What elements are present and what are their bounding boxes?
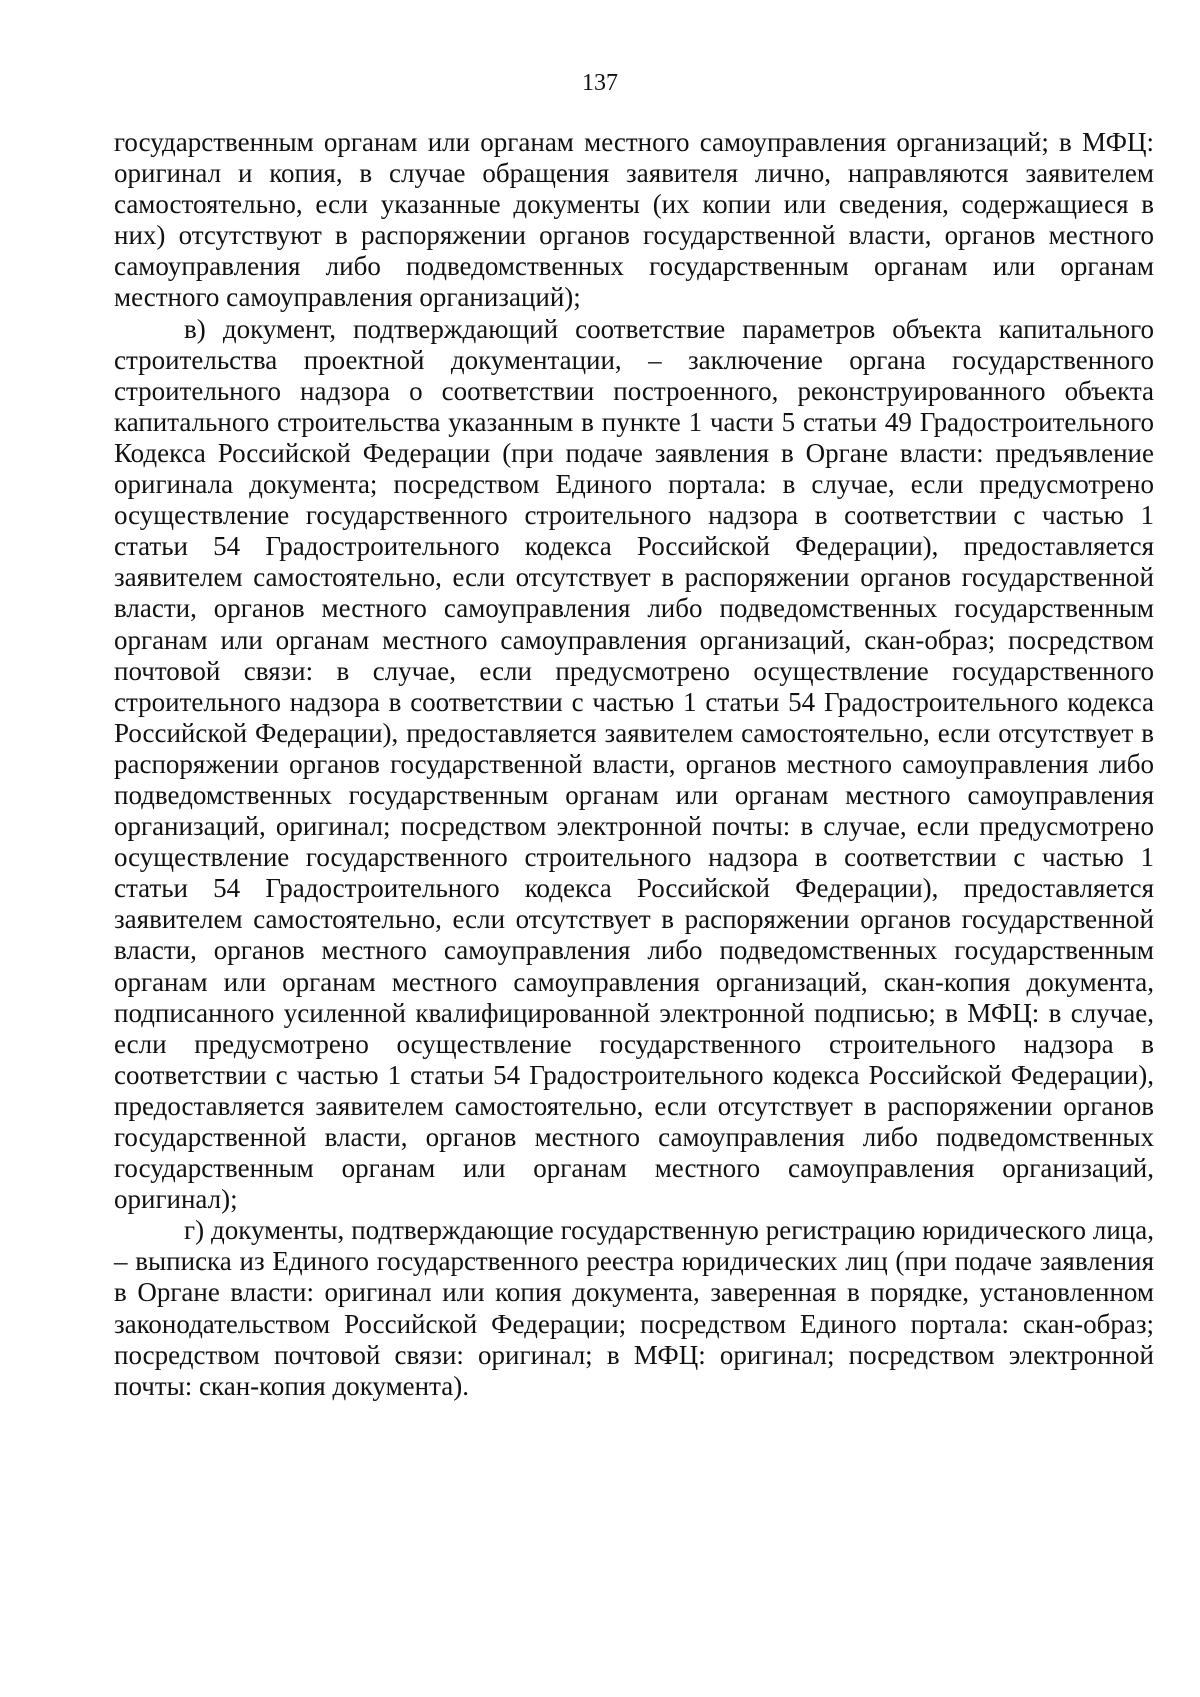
paragraph-item-v: в) документ, подтверждающий соответствие параметров объекта капитального строительства проектной документации, – заключение органа государственного строительного надзора о соответствии построенного, реконструированного объекта капитального строительства указанным в пункте 1 части 5 статьи 49 Градостроительного Кодекса Российской Федерации (при подаче заявления в Органе власти: предъявление оригинала документа; посредством Единого портала: в случае, если предусмотрено осуществление государственного строительного надзора в соответствии с частью 1 статьи 54 Градостроительного кодекса Российской Федерации), предоставляется заявителем самостоятельно, если отсутствует в распоряжении органов государственной власти, органов местного самоуправления либо подведомственных государственным органам или органам местного самоуправления организаций, скан-образ; посредством почтовой связи: в случае, если предусмотрено осуществление государственного строительного надзора в соответствии с частью 1 статьи 54 Градостроительного кодекса Российской Федерации), предоставляется заявителем самостоятельно, если отсутствует в распоряжении органов государственной власти, органов местного самоуправления либо подведомственных государственным органам или органам местного самоуправления организаций, оригинал; посредством электронной почты: в случае, если предусмотрено осуществление государственного строительного надзора в соответствии с частью 1 статьи 54 Градостроительного кодекса Российской Федерации), предоставляется заявителем самостоятельно, если отсутствует в распоряжении органов государственной власти, органов местного самоуправления либо подведомственных государственным органам или органам местного самоуправления организаций, скан-копия документа, подписанного усиленной квалифицированной электронной подписью; в МФЦ: в случае, если предусмотрено осуществление государственного строительного надзора в соответствии с частью 1 статьи 54 Градостроительного кодекса Российской Федерации), предоставляется заявителем самостоятельно, если отсутствует в распоряжении органов государственной власти, органов местного самоуправления либо подведомственных государственным органам или органам местного самоуправления организаций, оригинал); bbox=[114, 313, 1154, 1215]
document-body bbox=[114, 127, 1154, 1402]
paragraph-continuation: государственным органам или органам местного самоуправления организаций; в МФЦ: оригинал и копия, в случае обращения заявителя лично, направляются заявителем самостоятельно, если указанные документы (их копии или сведения, содержащиеся в них) отсутствуют в распоряжении органов государственной власти, органов местного самоуправления либо подведомственных государственным органам или органам местного самоуправления организаций); bbox=[114, 127, 1154, 313]
paragraph-item-g: г) документы, подтверждающие государственную регистрацию юридического лица, – выписка из Единого государственного реестра юридических лиц (при подаче заявления в Органе власти: оригинал или копия документа, заверенная в порядке, установленном законодательством Российской Федерации; посредством Единого портала: скан-образ; посредством почтовой связи: оригинал; в МФЦ: оригинал; посредством электронной почты: скан-копия документа). bbox=[114, 1215, 1154, 1401]
page-number: 137 bbox=[582, 70, 618, 96]
